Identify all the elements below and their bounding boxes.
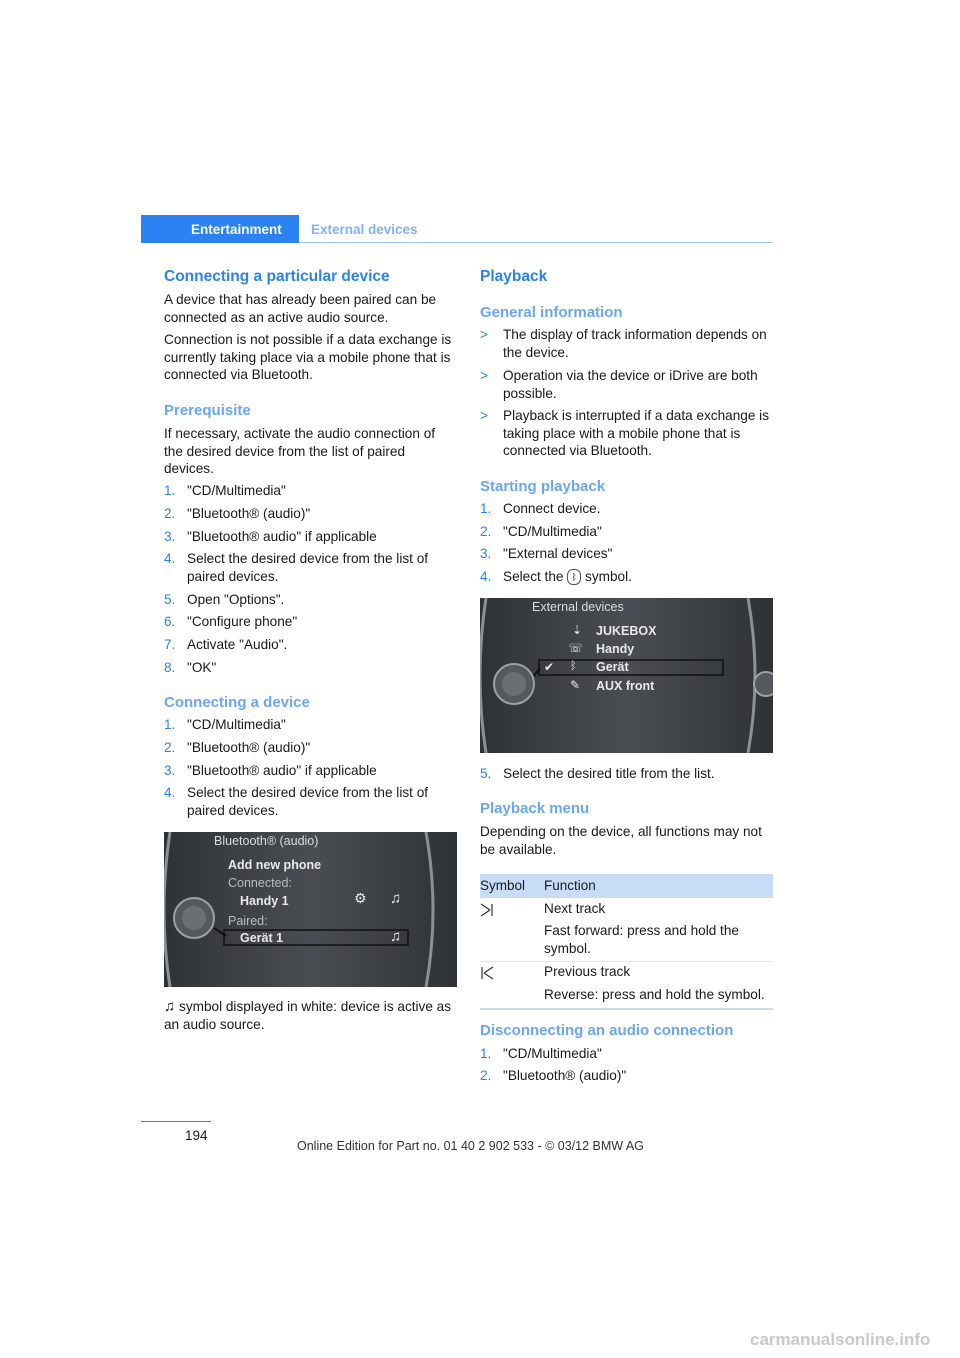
heading-playback: Playback [480,268,548,285]
heading-general-information: General information [480,304,623,321]
heading-connecting-device: Connecting a device [164,694,310,711]
list-item: 5. Select the desired title from the list. [480,766,715,781]
list-item: 2. "CD/Multimedia" [480,524,602,539]
list-item: 1. Connect device. [480,501,601,516]
menu-item-geraet: Gerät [596,660,629,674]
heading-prerequisite: Prerequisite [164,402,251,419]
table-cell: Previous track [544,964,631,979]
column-header-symbol: Symbol [480,878,526,893]
screen-title: External devices [532,600,624,614]
paragraph: A device that has already been paired can be connected as an active audio source. [164,292,437,325]
bullet-item: > The display of track information depends on the device. [480,327,767,360]
section-title: Entertainment [191,222,282,237]
list-item: 1. "CD/Multimedia" [480,1046,602,1061]
table-header [480,874,773,898]
heading-starting-playback: Starting playback [480,478,606,495]
page-number: 194 [185,1128,208,1143]
list-item: 2. "Bluetooth® (audio)" [164,740,311,755]
table-cell: Fast forward: press and hold the symbol. [544,923,739,956]
footer-rule [141,1121,211,1122]
list-item: 5. Open "Options". [164,592,285,607]
settings-icon: ⚙ [354,890,367,906]
table-bottom-rule [480,1008,773,1010]
caption [164,998,459,1033]
aux-icon: ✎ [570,678,581,692]
watermark: carmanualsonline.info [750,1330,931,1349]
menu-item-handy-1: Handy 1 [240,894,289,908]
caption-text: symbol displayed in white: device is active as an audio source. [164,999,452,1032]
screen-title: Bluetooth® (audio) [214,834,319,848]
checkmark-icon: ✔ [544,660,555,674]
list-item: 4. Select the desired device from the list of paired devices. [164,551,429,584]
music-note-icon: ♫ [390,928,402,945]
bullet-item: > Playback is interrupted if a data exchange is taking place with a mobile phone that is connected via Bluetooth. [480,408,769,458]
table-cell: Reverse: press and hold the symbol. [544,987,765,1002]
list-item: 1. "CD/Multimedia" [164,717,286,732]
subsection-title: External devices [311,222,418,237]
idrive-screen-external-devices [480,598,773,753]
music-note-icon: ♫ [164,998,176,1015]
list-item: 3. "External devices" [480,546,613,561]
heading-disconnecting: Disconnecting an audio connection [480,1022,734,1039]
menu-item-aux-front: AUX front [596,679,655,693]
music-note-icon: ♫ [390,890,402,907]
screen-background [164,832,457,987]
previous-track-icon [480,966,494,980]
bullet-item: > Operation via the device or iDrive are both possible. [480,368,758,401]
bluetooth-icon: ᛒ [567,569,581,585]
table-divider [480,961,773,962]
list-item: 7. Activate "Audio". [164,637,288,652]
paragraph: Connection is not possible if a data exchange is currently taking place via a mobile phone that is connected via Bluetooth. [164,332,452,382]
heading-connecting-particular: Connecting a particular device [164,268,390,285]
menu-label-connected: Connected: [228,876,292,890]
list-item: 1. "CD/Multimedia" [164,483,286,498]
menu-item-handy: Handy [596,642,635,656]
column-header-function: Function [544,878,596,893]
menu-item-add-new-phone: Add new phone [228,858,322,872]
idrive-screen-bluetooth-audio [164,832,457,987]
header-rule [299,242,773,243]
step-text: Select the [503,569,564,584]
heading-playback-menu: Playback menu [480,800,590,817]
list-item: 4. Select the desired device from the list of paired devices. [164,785,429,818]
list-item: 4. Select the ᛒ symbol. [480,569,632,584]
list-item: 3. "Bluetooth® audio" if applicable [164,529,377,544]
menu-item-jukebox: JUKEBOX [596,624,657,638]
table-cell: Next track [544,901,606,916]
section-tab [141,215,299,243]
list-item: 6. "Configure phone" [164,614,298,629]
usb-icon: ⇣ [572,623,583,637]
list-item: 8. "OK" [164,660,217,675]
step-text: symbol. [585,569,632,584]
list-item: 2. "Bluetooth® (audio)" [480,1068,627,1083]
screen-background [480,598,773,753]
edition-text: Online Edition for Part no. 01 40 2 902 533 - © 03/12 BMW AG [297,1139,644,1153]
paragraph: Depending on the device, all functions may not be available. [480,824,762,857]
bluetooth-icon: ᛒ [570,660,577,672]
menu-label-paired: Paired: [228,914,268,928]
list-item: 3. "Bluetooth® audio" if applicable [164,763,377,778]
menu-item-geraet-1: Gerät 1 [240,931,284,945]
phone-icon: ☏ [568,641,584,655]
list-item: 2. "Bluetooth® (audio)" [164,506,311,521]
paragraph: If necessary, activate the audio connection of the desired device from the list of paired devices. [164,426,436,476]
next-track-icon [480,903,494,917]
